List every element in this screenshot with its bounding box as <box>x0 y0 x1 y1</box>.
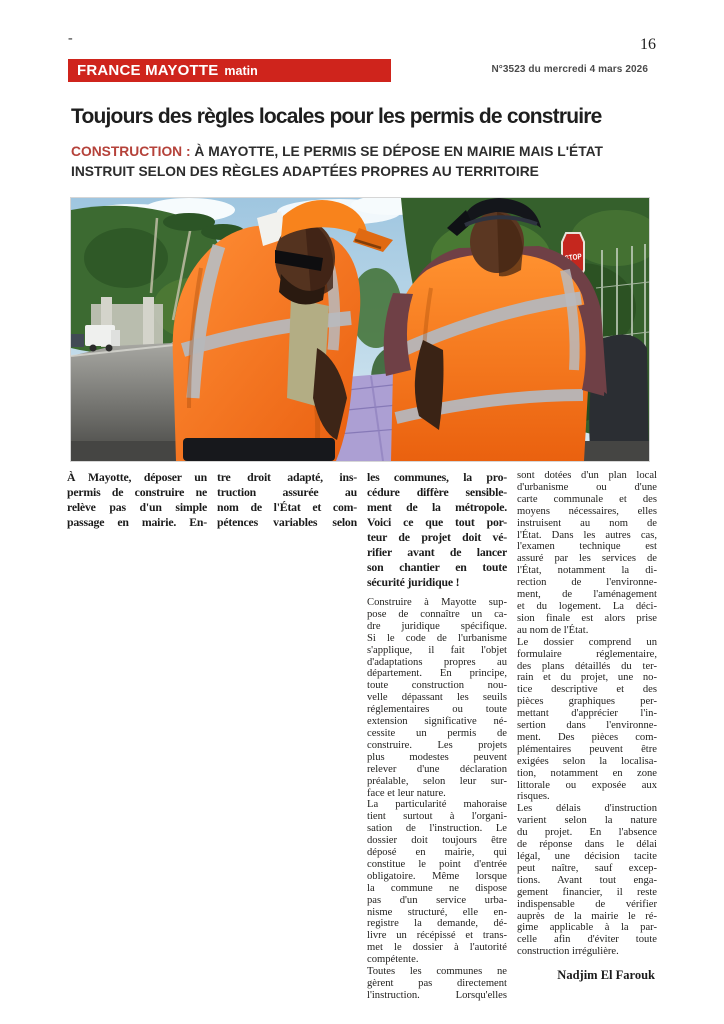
text-line: plus modestes peuvent <box>367 751 507 763</box>
text-line: moyens nécessaires, elles <box>517 505 657 517</box>
text-line: de réponse dans le délai <box>517 839 657 851</box>
text-line: ment, de l'aménagement <box>517 589 657 601</box>
text-line: toute construction nou- <box>367 680 507 692</box>
kicker-line-1 <box>71 142 661 162</box>
lead-paragraph-part-1 <box>67 470 207 530</box>
text-line: auprès de la mairie le ré- <box>517 910 657 922</box>
text-line: l'examen technique est <box>517 541 657 553</box>
issue-line: N°3523 du mercredi 4 mars 2026 <box>491 64 648 75</box>
text-line: relever d'une déclaration <box>367 763 507 775</box>
text-line: préalable, selon leur sur- <box>367 775 507 787</box>
text-line: obligatoire. Même lorsque <box>367 870 507 882</box>
text-line: truction assurée au <box>217 485 357 499</box>
text-line: d'urbanisme ou d'une <box>517 481 657 493</box>
photo-stop-sign-text: STOP <box>564 251 587 264</box>
text-line: tion, notamment en zone <box>517 767 657 779</box>
text-line: pétences variables selon <box>217 515 357 529</box>
kicker-line-2: INSTRUIT SELON DES RÈGLES ADAPTÉES PROPRES AU TERRITOIRE <box>71 163 539 179</box>
text-line: cessite un permis de <box>367 727 507 739</box>
text-line: La particularité mahoraise <box>367 799 507 811</box>
text-line: s'applique, il fait l'objet <box>367 644 507 656</box>
text-line: dre juridique spécifique. <box>367 620 507 632</box>
text-line: Toutes les communes ne <box>367 966 507 978</box>
text-line: pas d'un service urba- <box>367 894 507 906</box>
text-line: constitue le point d'entrée <box>367 858 507 870</box>
text-line: département. En principe, <box>367 668 507 680</box>
text-line: mettant d'apprécier l'in- <box>517 708 657 720</box>
text-line: À Mayotte, déposer un <box>67 470 207 484</box>
kicker-line1-text: À MAYOTTE, LE PERMIS SE DÉPOSE EN MAIRIE MAIS L'ÉTAT <box>194 144 603 159</box>
text-line: la commune ne dispose <box>367 882 507 894</box>
masthead-title: FRANCE MAYOTTE <box>77 62 219 79</box>
text-line: nisme structuré, elle en- <box>367 906 507 918</box>
article-kicker <box>71 142 661 181</box>
text-line: cédure diffère sensible- <box>367 485 507 499</box>
text-line: Les délais d'instruction <box>517 803 657 815</box>
text-line: ment de la métropole. <box>367 500 507 514</box>
text-line: rection de l'environne- <box>517 577 657 589</box>
lead-paragraph-part-2 <box>217 470 357 530</box>
page-number: 16 <box>640 36 656 53</box>
article-column-1 <box>67 470 207 1002</box>
text-line: construction irrégulière. <box>517 946 619 958</box>
text-line: permis de construire ne <box>67 485 207 499</box>
text-line: risques. <box>517 791 550 803</box>
text-line: varient selon la nature <box>517 815 657 827</box>
text-line: rain et du projet, une no- <box>517 672 657 684</box>
text-line: celle afin d'éviter toute <box>517 934 657 946</box>
text-line: construire. Les projets <box>367 739 507 751</box>
article-photo <box>70 197 650 462</box>
masthead-banner <box>68 59 391 82</box>
text-line: sont dotées d'un plan local <box>517 470 657 481</box>
text-line: pose de connaître un ca- <box>367 608 507 620</box>
masthead-suffix: matin <box>224 63 258 78</box>
text-line: formulaire réglementaire, <box>517 648 657 660</box>
text-line: nom de l'État et com- <box>217 500 357 514</box>
text-line: tre droit adapté, ins- <box>217 470 357 484</box>
text-line: légal, une décision tacite <box>517 851 657 862</box>
text-line: les communes, la pro- <box>367 470 507 484</box>
article-column-2 <box>217 470 357 1002</box>
text-line: sation de l'instruction. Le <box>367 823 507 835</box>
text-line: et du logement. La déci- <box>517 600 657 612</box>
text-line: compétente. <box>367 954 419 966</box>
text-line: l'État, notamment la di- <box>517 565 657 577</box>
text-line: ment. Des pièces com- <box>517 731 657 743</box>
text-line: tice descriptive et des <box>517 684 657 696</box>
text-line: sertion dans l'environne- <box>517 720 657 732</box>
article-columns <box>67 470 657 1002</box>
text-line: instruisent au nom de <box>517 517 657 529</box>
text-line: Le dossier comprend un <box>517 636 657 648</box>
text-line: peut naître, sauf excep- <box>517 862 657 874</box>
photo-illustration <box>71 198 649 461</box>
text-line: plémentaires peuvent être <box>517 743 657 755</box>
text-line: gement financier, il reste <box>517 886 657 898</box>
text-line: littorale ou exposée aux <box>517 779 657 791</box>
text-line: sion finale est alors prise <box>517 612 657 624</box>
text-line: rifier avant de lancer <box>367 545 507 559</box>
text-line: met le dossier à l'autorité <box>367 942 507 954</box>
article-headline: Toujours des règles locales pour les permis de construire <box>71 105 602 128</box>
text-line: registre la demande, dé- <box>367 918 507 930</box>
text-line: relève pas d'un simple <box>67 500 207 514</box>
text-line: au nom de l'État. <box>517 624 589 636</box>
text-line: extension significative né- <box>367 716 507 728</box>
text-line: pièces graphiques per- <box>517 696 657 708</box>
text-line: l'instruction. Lorsqu'elles <box>367 989 507 1001</box>
article-column-3 <box>367 470 507 1002</box>
text-line: indispensable de vérifier <box>517 898 657 910</box>
lead-paragraph-part-3 <box>367 470 507 590</box>
corner-mark: - <box>68 31 73 46</box>
body-text-column-3 <box>367 597 507 1002</box>
text-line: des plans détaillés du ter- <box>517 660 657 672</box>
text-line: l'État. Dans les autres cas, <box>517 529 657 541</box>
body-text-column-4 <box>517 470 657 958</box>
text-line: velle dépassant les seuils <box>367 692 507 704</box>
text-line: d'adaptations propres au <box>367 656 507 668</box>
text-line: gèrent pas directement <box>367 978 507 989</box>
text-line: son chantier en toute <box>367 560 507 574</box>
text-line: tions. Avant tout enga- <box>517 874 657 886</box>
text-line: du projet. En l'absence <box>517 827 657 839</box>
text-line: Voici ce que tout por- <box>367 515 507 529</box>
text-line: déposé en mairie, qui <box>367 847 507 859</box>
article-column-4 <box>517 470 657 1002</box>
text-line: réglementaires ou toute <box>367 704 507 716</box>
text-line: dossier doit toujours être <box>367 835 507 847</box>
text-line: teur de projet doit vé- <box>367 530 507 544</box>
kicker-label: CONSTRUCTION : <box>71 144 191 159</box>
text-line: Si le code de l'urbanisme <box>367 632 507 644</box>
text-line: exigées selon la localisa- <box>517 755 657 767</box>
text-line: assuré par les services de <box>517 553 657 565</box>
text-line: tient surtout à l'organi- <box>367 811 507 823</box>
text-line: carte communale et des <box>517 493 657 505</box>
text-line: Construire à Mayotte sup- <box>367 597 507 608</box>
text-line: face et leur nature. <box>367 787 446 799</box>
text-line: gime applicable à la par- <box>517 922 657 934</box>
text-line: livre un récépissé et trans- <box>367 930 507 942</box>
text-line: sécurité juridique ! <box>367 575 460 589</box>
article-byline: Nadjim El Farouk <box>557 968 655 983</box>
text-line: passage en mairie. En- <box>67 515 207 529</box>
